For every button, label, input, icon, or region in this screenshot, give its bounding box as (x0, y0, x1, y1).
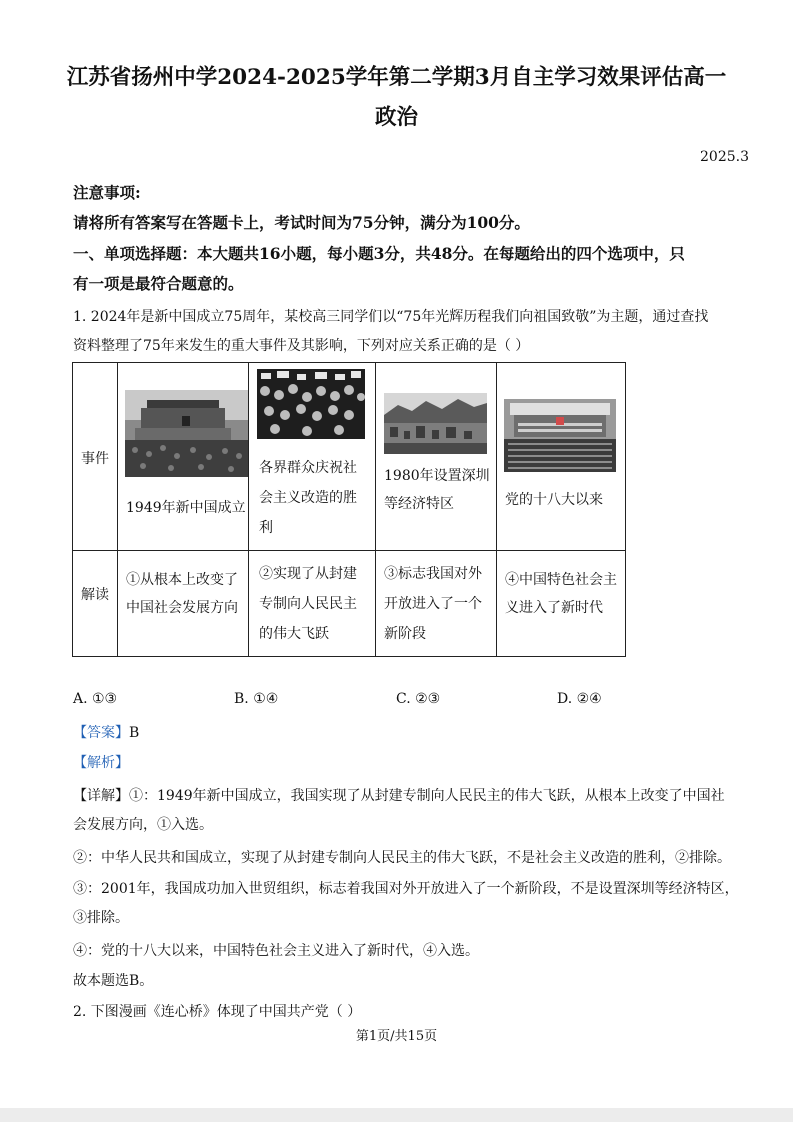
reading-text: ④中国特色社会主 (505, 572, 617, 588)
conclusion: 故本题选B。 (73, 973, 154, 989)
q2-stem: 2. 下图漫画《连心桥》体现了中国共产党（ ） (73, 1004, 362, 1020)
option-a[interactable]: A. ①③ (73, 691, 118, 707)
answer-line (73, 723, 139, 743)
option-d[interactable]: D. ②④ (557, 691, 602, 707)
event-text: 1949年新中国成立 (126, 500, 246, 516)
reading-text: 义进入了新时代 (505, 600, 603, 616)
tiananmen-1949-photo (125, 390, 248, 477)
event-cell-shenzhen (376, 363, 497, 551)
reading-text: ①从根本上改变了 (126, 572, 238, 588)
page-number: 第1页/共15页 (355, 1029, 438, 1044)
reading-cell-2 (249, 551, 376, 657)
party-congress-hall-photo (504, 399, 616, 472)
detail-line2: 会发展方向，①入选。 (73, 817, 213, 833)
detail-line4: ③：2001年，我国成功加入世贸组织，标志着我国对外开放进入了一个新阶段，不是设置深圳等经济特区， (73, 881, 739, 897)
notice-line: 请将所有答案写在答题卡上，考试时间为75分钟，满分为100分。 (73, 213, 530, 232)
reading-text: 开放进入了一个 (384, 596, 482, 612)
notice-heading: 注意事项: (73, 183, 141, 202)
event-text: 党的十八大以来 (505, 492, 603, 508)
table-row-label-reading: 解读 (73, 551, 118, 657)
section-heading-line1: 一、单项选择题：本大题共16小题，每小题3分，共48分。在每题给出的四个选项中，只 (73, 244, 685, 263)
detail-tag: 【详解】 (73, 788, 129, 804)
page-bottom-bar (0, 1108, 793, 1122)
crowd-celebration-photo (257, 369, 365, 439)
event-cell-socialist-transformation (249, 363, 376, 551)
option-c[interactable]: C. ②③ (396, 691, 441, 707)
exam-date: 2025.3 (700, 149, 749, 165)
detail-line3: ②：中华人民共和国成立，实现了从封建专制向人民民主的伟大飞跃，不是社会主义改造的胜利，②排除。 (73, 850, 731, 866)
section-heading-line2: 有一项是最符合题意的。 (73, 274, 244, 293)
event-text: 各界群众庆祝社 (259, 460, 357, 476)
event-text: 等经济特区 (384, 496, 454, 512)
reading-text: 中国社会发展方向 (126, 600, 238, 616)
q1-event-table (72, 362, 626, 657)
reading-cell-4 (497, 551, 626, 657)
reading-cell-1 (118, 551, 249, 657)
answer-tag: 【答案】 (73, 725, 129, 741)
detail-line6: ④：党的十八大以来，中国特色社会主义进入了新时代，④入选。 (73, 943, 479, 959)
q1-stem-line2: 资料整理了75年来发生的重大事件及其影响，下列对应关系正确的是（ ） (73, 338, 530, 354)
event-cell-18th-congress (497, 363, 626, 551)
reading-text: ②实现了从封建 (259, 566, 357, 582)
reading-text: 专制向人民民主 (259, 596, 357, 612)
page-title-line1: 江苏省扬州中学2024-2025学年第二学期3月自主学习效果评估高一 (66, 65, 727, 90)
reading-text: ③标志我国对外 (384, 566, 482, 582)
shenzhen-city-photo (384, 393, 487, 454)
event-text: 会主义改造的胜 (259, 490, 357, 506)
option-b[interactable]: B. ①④ (234, 691, 279, 707)
q1-stem-line1: 1. 2024年是新中国成立75周年，某校高三同学们以“75年光辉历程我们向祖国致敬”为主题，通过查找 (73, 309, 709, 325)
reading-cell-3 (376, 551, 497, 657)
reading-text: 的伟大飞跃 (259, 626, 329, 642)
event-cell-1949 (118, 363, 249, 551)
event-text: 利 (259, 520, 273, 536)
detail-line5: ③排除。 (73, 910, 129, 926)
page-title-line2: 政治 (374, 105, 418, 130)
table-row-label-event: 事件 (73, 363, 118, 551)
analysis-tag: 【解析】 (73, 755, 129, 771)
answer-value: B (129, 725, 140, 741)
reading-text: 新阶段 (384, 626, 426, 642)
detail-line1: 【详解】①：1949年新中国成立，我国实现了从封建专制向人民民主的伟大飞跃，从根本上改变了中国社 (73, 788, 725, 804)
event-text: 1980年设置深圳 (384, 468, 490, 484)
